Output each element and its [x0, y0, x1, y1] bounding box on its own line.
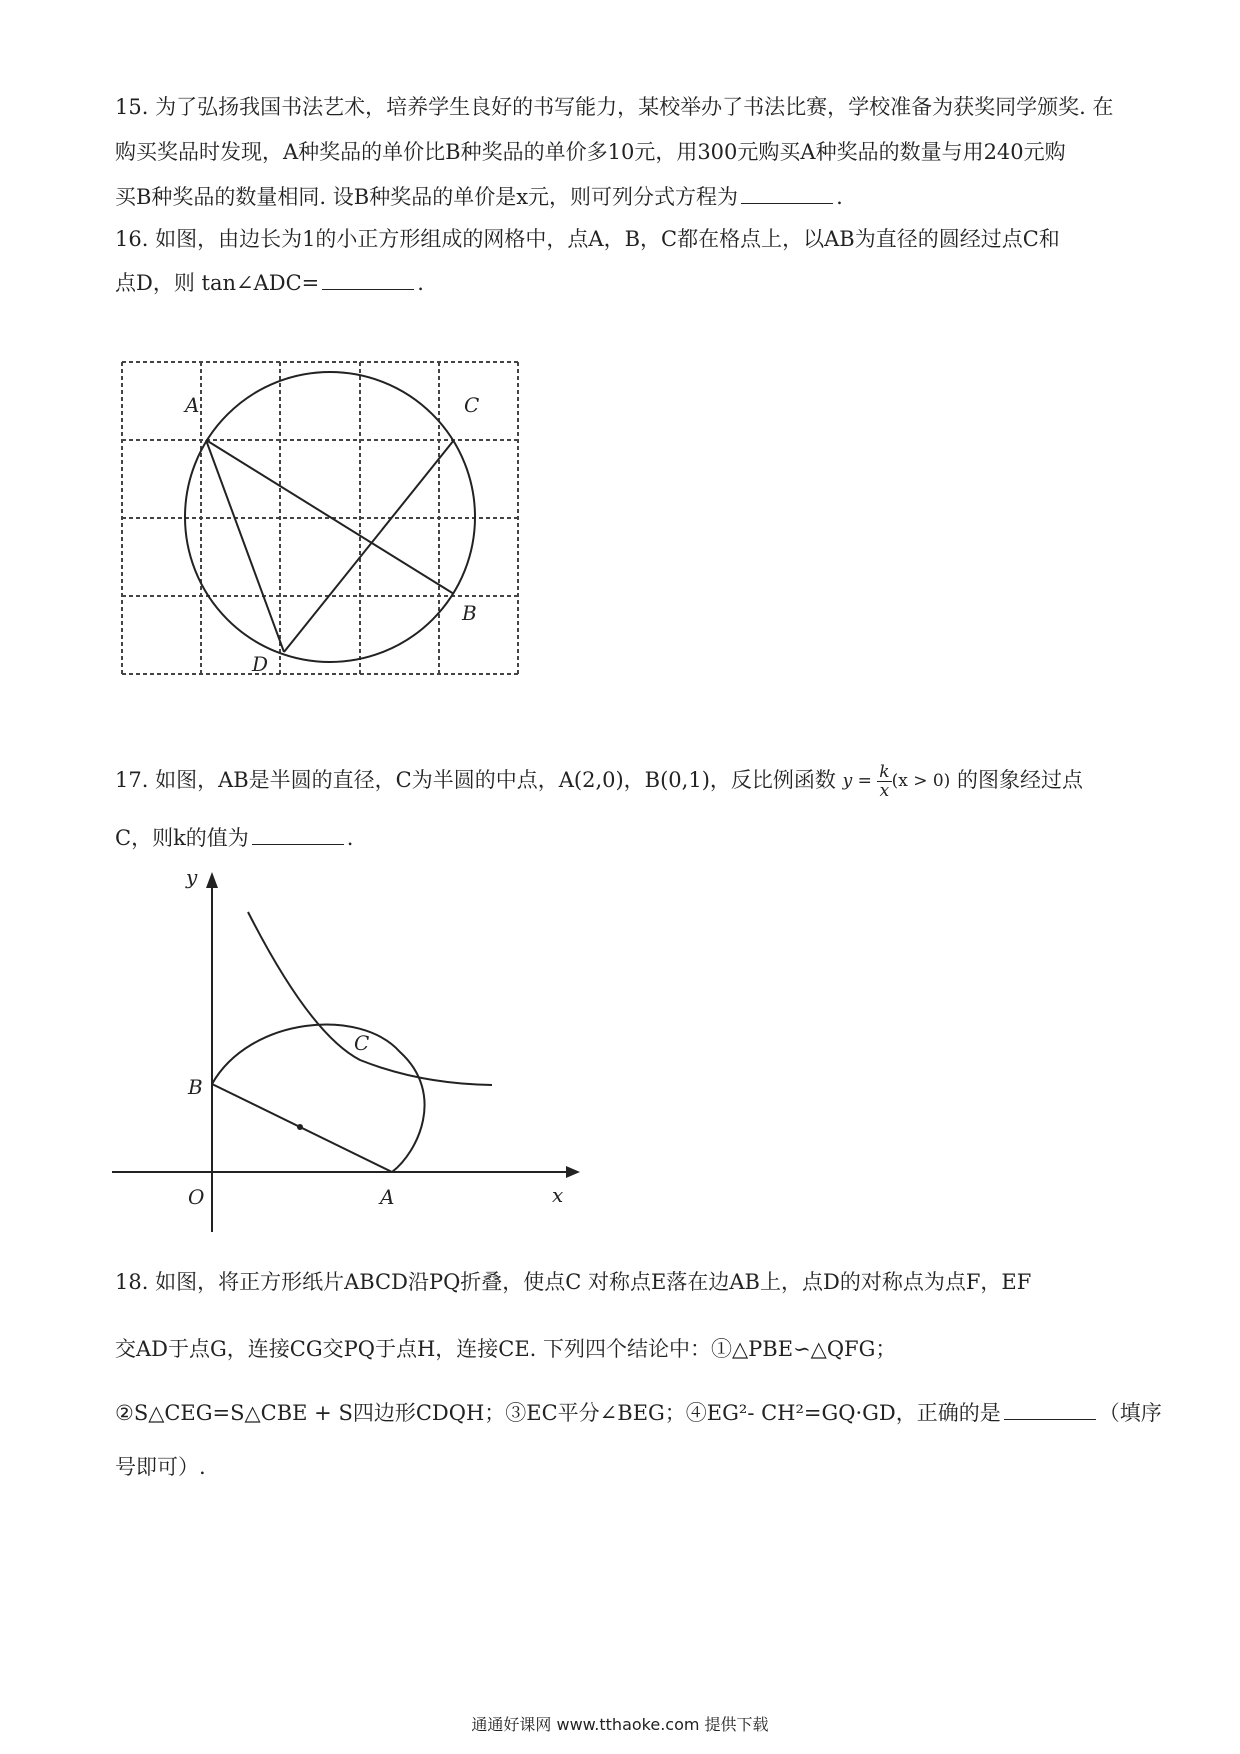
- semicircle-arc: [212, 1025, 425, 1172]
- q18-line-2: 交AD于点G，连接CG交PQ于点H，连接CE. 下列四个结论中：①△PBE∽△QFG；: [115, 1337, 897, 1361]
- answer-blank-15: [741, 185, 833, 204]
- label-c: C: [464, 393, 480, 417]
- label-b: B: [462, 601, 477, 625]
- func-numerator: k: [879, 762, 890, 782]
- q16-line-2: [115, 268, 1135, 298]
- label-a: A: [380, 1185, 395, 1209]
- q15-line-3-text: 买B种奖品的数量相同. 设B种奖品的单价是x元，则可列分式方程为: [115, 185, 739, 209]
- label-a: A: [185, 393, 200, 417]
- grid-lines: [122, 362, 518, 674]
- inverse-function: [843, 763, 951, 800]
- label-y: y: [186, 865, 198, 889]
- answer-blank-17: [252, 826, 344, 845]
- figure-16-grid-circle: [100, 350, 540, 690]
- label-d: D: [252, 652, 269, 676]
- label-o: O: [188, 1185, 205, 1209]
- q17-line-1a: 17. 如图，AB是半圆的直径，C为半圆的中点，A(2,0)，B(0,1)，反比例函数: [115, 768, 836, 792]
- q15-line-3: [115, 182, 1135, 212]
- y-axis-arrow: [206, 872, 218, 888]
- answer-blank-18: [1004, 1401, 1096, 1420]
- segment-dc: [284, 440, 454, 652]
- func-condition: (x > 0): [891, 771, 951, 791]
- figure-17-semicircle: [100, 862, 600, 1240]
- q15-line-1: 15. 为了弘扬我国书法艺术，培养学生良好的书写能力，某校举办了书法比赛，学校准备为获奖同学颁奖. 在: [115, 95, 1114, 119]
- q17-line-1: [115, 763, 1135, 813]
- func-y: y =: [842, 771, 872, 791]
- q18-line-3a: ②S△CEG=S△CBE + S四边形CDQH；③EC平分∠BEG；④EG²- CH²=GQ·GD，正确的是: [115, 1401, 1001, 1425]
- x-axis-arrow: [566, 1166, 580, 1178]
- q15-end: .: [836, 185, 843, 209]
- label-x: x: [552, 1183, 564, 1207]
- center-point: [297, 1124, 303, 1130]
- footer-source: 通通好课网 www.tthaoke.com 提供下载: [471, 1715, 769, 1734]
- q15-line-2: 购买奖品时发现，A种奖品的单价比B种奖品的单价多10元，用300元购买A种奖品的数量与用240元购: [115, 140, 1066, 164]
- q18-line-3: [115, 1398, 1162, 1428]
- q17-line-1b: 的图象经过点: [957, 768, 1083, 792]
- q17-line-2: [115, 823, 1135, 853]
- answer-blank-16: [322, 271, 414, 290]
- hyperbola-curve: [248, 912, 492, 1085]
- q17-line-2-text: C，则k的值为: [115, 826, 249, 850]
- q16-line-2-text: 点D，则 tan∠ADC=: [115, 271, 320, 295]
- q18-line-3b: （填序: [1098, 1401, 1162, 1425]
- segment-ad: [206, 440, 284, 652]
- q18-line-4: 号即可）.: [115, 1455, 206, 1479]
- q16-line-1: 16. 如图，由边长为1的小正方形组成的网格中，点A，B，C都在格点上，以AB为直径的圆经过点C和: [115, 227, 1060, 251]
- q17-end: .: [346, 826, 354, 850]
- q18-line-1: 18. 如图，将正方形纸片ABCD沿PQ折叠，使点C 对称点E落在边AB上，点D的对称点为点F，EF: [115, 1270, 1032, 1294]
- func-denominator: x: [879, 781, 890, 801]
- label-b: B: [188, 1075, 203, 1099]
- label-c: C: [354, 1031, 370, 1055]
- q16-end: .: [417, 271, 424, 295]
